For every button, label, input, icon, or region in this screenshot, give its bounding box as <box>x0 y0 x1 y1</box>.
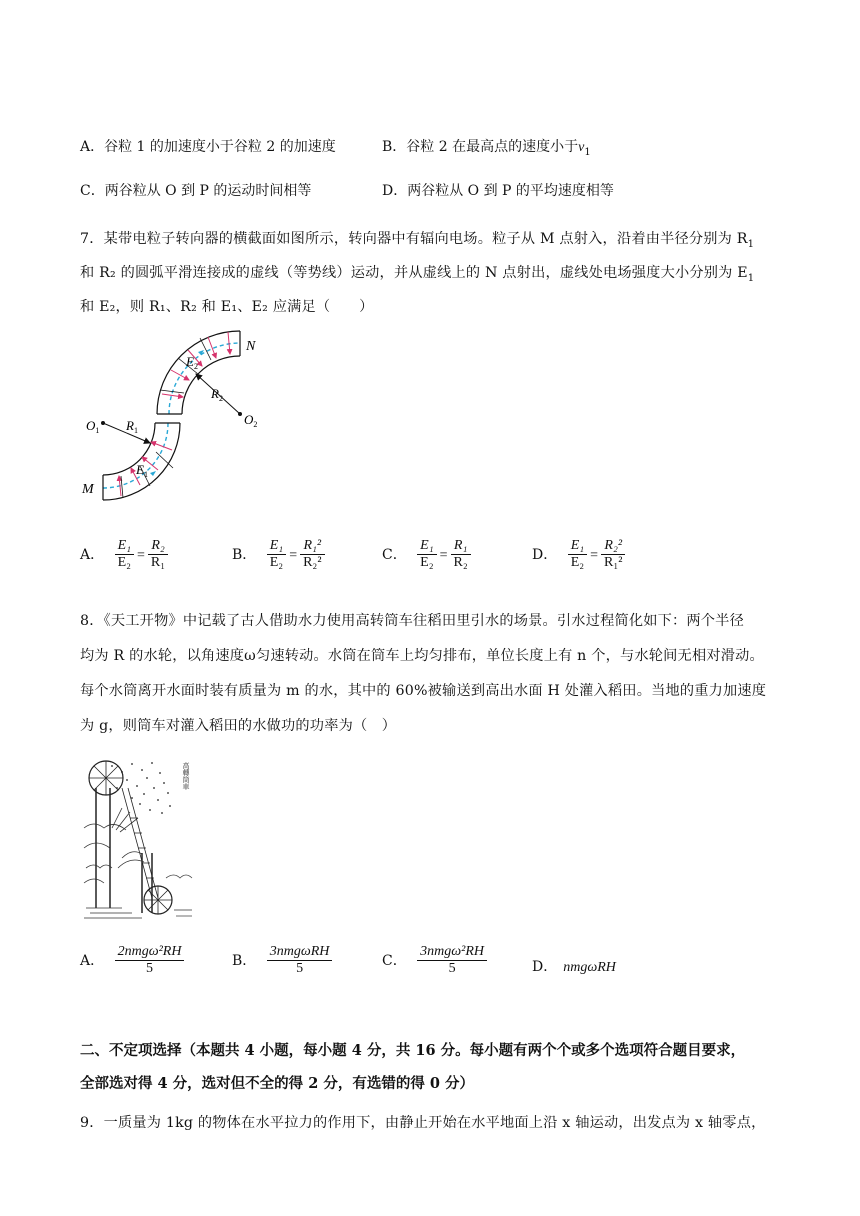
q8-option-d-label: D． <box>532 959 558 975</box>
q8-line-4: 为 g，则筒车对灌入稻田的水做功的功率为（ ） <box>80 718 397 734</box>
q6-option-b-symbol: v <box>578 140 585 155</box>
q8-water-wheel-woodcut <box>82 758 194 920</box>
label-r1: $R_1$ <box>126 418 138 435</box>
q8-option-c <box>382 944 487 977</box>
q8-option-d-expr: nmgωRH <box>563 960 616 975</box>
q8-option-b-label: B． <box>232 952 257 969</box>
q8-option-b <box>232 944 332 977</box>
q7-line-2-text: 和 R₂ 的圆弧平滑连接成的虚线（等势线）运动，并从虚线上的 N 点射出，虚线处电场强度大小分别为 E <box>80 265 748 281</box>
q8-line-1: 8．《天工开物》中记载了古人借助水力使用高转筒车往稻田里引水的场景。引水过程简化如下：两个半径 <box>80 613 744 629</box>
label-m: M <box>82 482 94 497</box>
q7-option-b-lhs: $\frac{\text{E₁}}{\text{E₂}}$ <box>267 538 286 571</box>
q7-option-a-lhs: $\frac{\text{E₁}}{\text{E₂}}$ <box>115 538 134 571</box>
q7-line-3: 和 E₂，则 R₁、R₂ 和 E₁、E₂ 应满足（ ） <box>80 299 374 315</box>
q8-option-c-frac: $\frac{\text{3nmgω²RH}}{5}$ <box>417 944 487 977</box>
q6-option-d: D．两谷粒从 O 到 P 的平均速度相等 <box>382 183 614 199</box>
q7-option-c-rhs: $\frac{\text{R₁}}{\text{R₂}}$ <box>451 538 471 571</box>
q7-option-d: D． $\frac{\text{E₁}}{\text{E₂}}$ = $\frac{\text{R₂²}}{\text{R₁²}}$ <box>532 538 625 571</box>
q8-option-a-frac: $\frac{\text{2nmgω²RH}}{5}$ <box>115 944 185 977</box>
label-o2: $O_2$ <box>244 412 258 429</box>
q7-option-b-label: B． <box>232 546 257 563</box>
q8-line-2: 均为 R 的水轮，以角速度ω匀速转动。水筒在筒车上均匀排布，单位长度上有 n 个，与水轮间无相对滑动。 <box>80 648 764 664</box>
section-2-heading-line-1: 二、不定项选择（本题共 4 小题，每小题 4 分，共 16 分。每小题有两个个或多个选项符合题目要求， <box>80 1042 746 1059</box>
q8-option-b-frac: $\frac{\text{3nmgωRH}}{5}$ <box>267 944 333 977</box>
label-r2: $R_2$ <box>211 386 223 403</box>
q7-option-d-lhs: $\frac{\text{E₁}}{\text{E₂}}$ <box>568 538 587 571</box>
q7-option-a-label: A． <box>80 546 105 563</box>
q6-option-b-sub: 1 <box>584 146 591 158</box>
q7-option-c: C． $\frac{\text{E₁}}{\text{E₂}}$ = $\frac{\text{R₁}}{\text{R₂}}$ <box>382 538 471 571</box>
q7-line-1-sub: 1 <box>747 238 755 250</box>
q6-option-b <box>382 136 591 158</box>
q8-option-d <box>532 956 616 976</box>
q7-deflector-figure <box>78 330 278 510</box>
q7-option-b: B． $\frac{\text{E₁}}{\text{E₂}}$ = $\frac{\text{R₁²}}{\text{R₂²}}$ <box>232 538 325 571</box>
q7-option-c-label: C． <box>382 546 407 563</box>
q6-option-a: A．谷粒 1 的加速度小于谷粒 2 的加速度 <box>80 139 336 155</box>
q7-option-d-rhs: $\frac{\text{R₂²}}{\text{R₁²}}$ <box>601 538 625 571</box>
q7-option-b-rhs: $\frac{\text{R₁²}}{\text{R₂²}}$ <box>300 538 324 571</box>
q7-line-2-sub: 1 <box>747 272 755 284</box>
label-e1: $E_1$ <box>136 462 148 479</box>
q8-option-a <box>80 944 184 977</box>
section-2-heading-line-2: 全部选对得 4 分，选对但不全的得 2 分，有选错的得 0 分） <box>80 1075 475 1092</box>
q7-option-d-label: D． <box>532 546 558 563</box>
label-n: N <box>246 339 256 354</box>
label-e2: $E_2$ <box>186 354 198 371</box>
label-o1: $O_1$ <box>86 418 100 435</box>
q7-line-2 <box>80 262 754 284</box>
q8-line-3: 每个水筒离开水面时装有质量为 m 的水，其中的 60%被输送到高出水面 H 处灌入稻田。当地的重力加速度 <box>80 683 767 699</box>
q7-option-a: A． $\frac{\text{E₁}}{\text{E₂}}$ = $\frac{\text{R₂}}{\text{R₁}}$ <box>80 538 168 571</box>
q6-option-c: C．两谷粒从 O 到 P 的运动时间相等 <box>80 183 312 199</box>
q6-option-b-text: B．谷粒 2 在最高点的速度小于 <box>382 139 579 155</box>
q7-option-a-rhs: $\frac{\text{R₂}}{\text{R₁}}$ <box>148 538 168 571</box>
q7-option-c-lhs: $\frac{\text{E₁}}{\text{E₂}}$ <box>417 538 436 571</box>
woodcut-caption: 高轉筒車 <box>182 762 190 790</box>
q7-line-1-text: 7．某带电粒子转向器的横截面如图所示，转向器中有辐向电场。粒子从 M 点射入，沿着由半径分别为 R <box>80 231 748 247</box>
q9-line-1: 9．一质量为 1kg 的物体在水平拉力的作用下，由静止开始在水平地面上沿 x 轴运动，出发点为 x 轴零点， <box>80 1115 766 1131</box>
q8-option-c-label: C． <box>382 952 407 969</box>
q7-line-1 <box>80 228 754 250</box>
q8-option-a-label: A． <box>80 952 105 969</box>
